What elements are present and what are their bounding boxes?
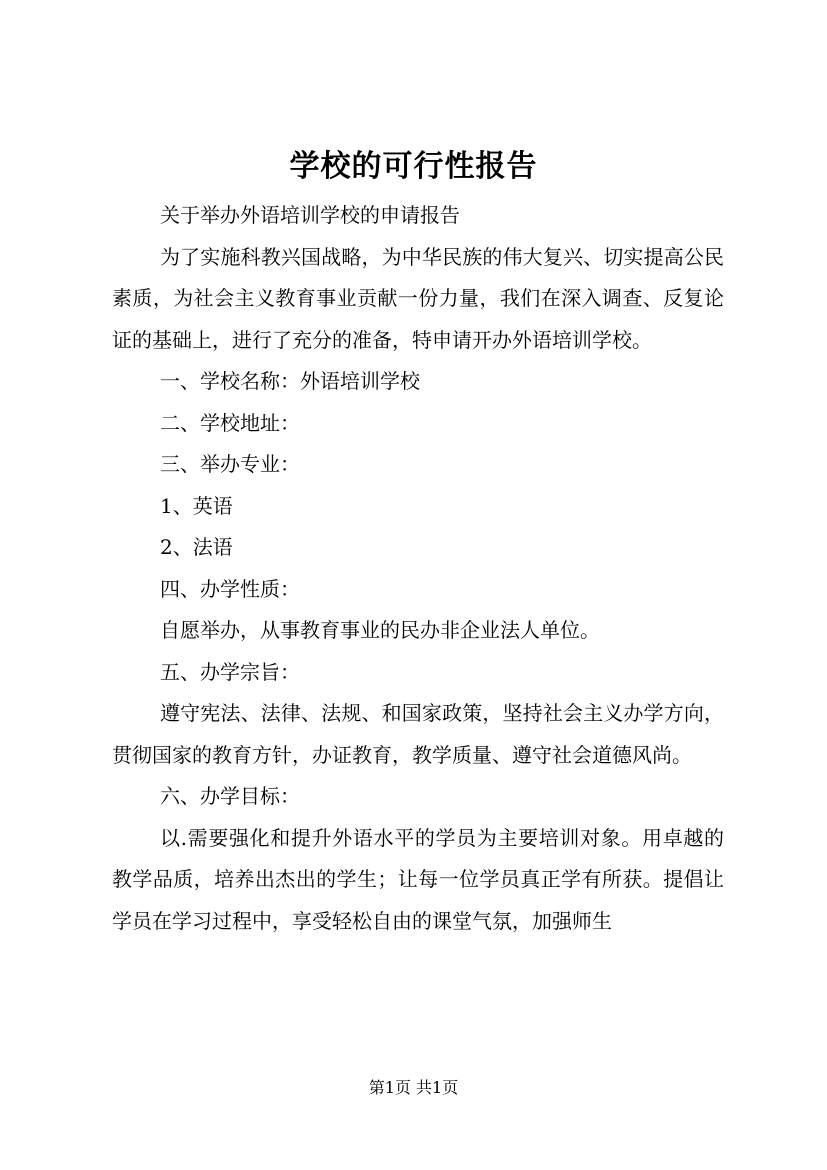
paragraph-school-address: 二、学校地址：: [160, 410, 300, 435]
document-title: 学校的可行性报告: [289, 149, 538, 184]
paragraph-nature-heading: 四、办学性质：: [160, 576, 300, 601]
paragraph-school-name: 一、学校名称：外语培训学校: [160, 369, 420, 393]
document-body: [112, 195, 724, 942]
paragraph-goal-body: 以.需要强化和提升外语水平的学员为主要培训对象。用卓越的教学品质，培养出杰出的学生；让每一位学员真正学有所获。提倡让学员在学习过程中，享受轻松自由的课堂气氛，加强师生: [112, 825, 724, 933]
paragraph-major-french: 2、法语: [160, 535, 233, 559]
paragraph-subtitle: 关于举办外语培训学校的申请报告: [160, 203, 460, 227]
paragraph-purpose-heading: 五、办学宗旨：: [160, 659, 300, 684]
paragraph-purpose-body: 遵守宪法、法律、法规、和国家政策，坚持社会主义办学方向，贯彻国家的教育方针，办证教育，教学质量、遵守社会道德风尚。: [112, 701, 724, 767]
paragraph-intro: 为了实施科教兴国战略，为中华民族的伟大复兴、切实提高公民素质，为社会主义教育事业贡献一份力量，我们在深入调查、反复论证的基础上，进行了充分的准备，特申请开办外语培训学校。: [112, 244, 724, 352]
paragraph-goal-heading: 六、办学目标：: [160, 784, 300, 808]
page-footer: 第1页 共1页: [368, 1078, 459, 1097]
paragraph-nature-body: 自愿举办，从事教育事业的民办非企业法人单位。: [160, 618, 600, 642]
paragraph-major-english: 1、英语: [160, 493, 233, 518]
paragraph-majors-heading: 三、举办专业：: [160, 452, 300, 476]
